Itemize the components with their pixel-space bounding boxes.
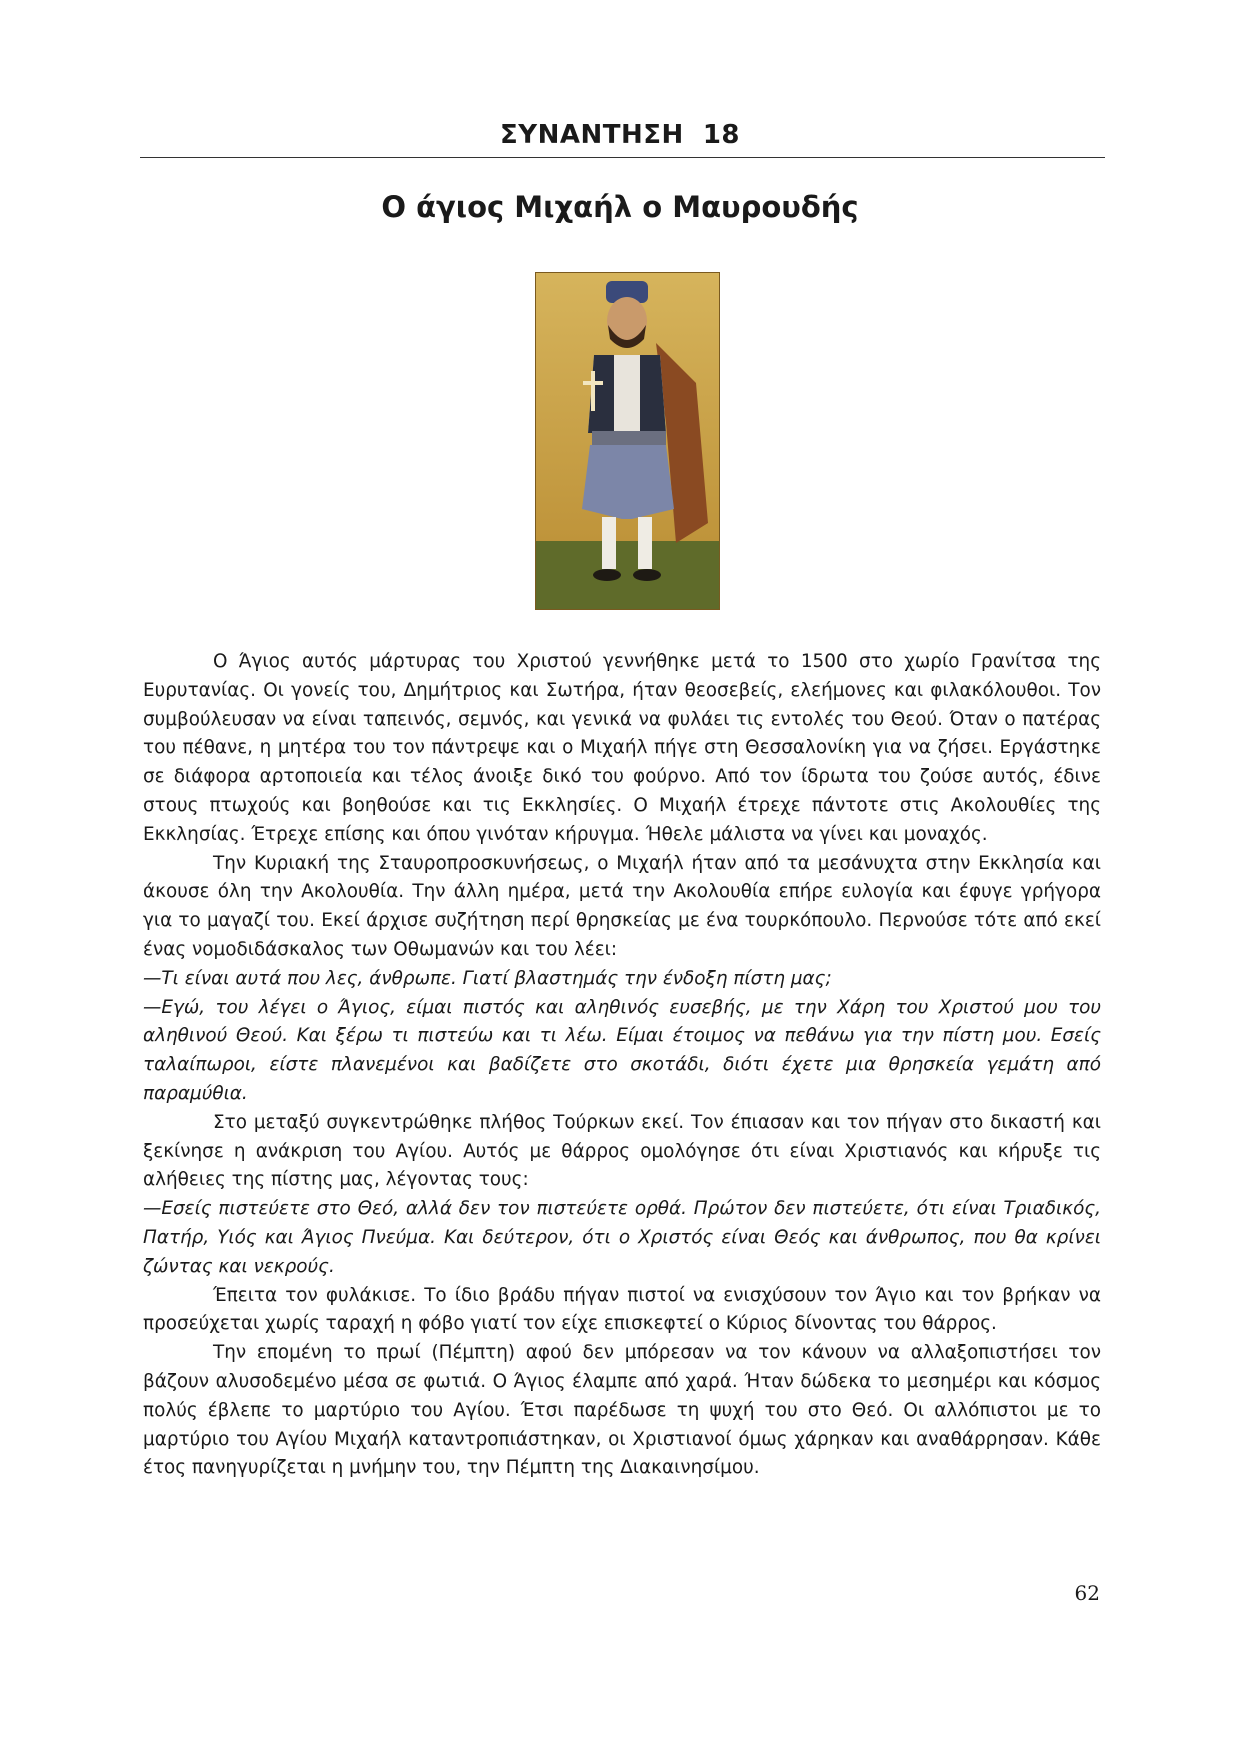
paragraph: Την Κυριακή της Σταυροπροσκυνήσεως, ο Μιχαήλ ήταν από τα μεσάνυχτα στην Εκκλησία και άκουσε όλη την Ακολουθία. Την άλλη ημέρα, μετά την Ακολουθία επήρε ευλογία και έφυγε γρήγορα για το μαγαζί του. Εκεί άρχισε συζήτηση περί θρησκείας με ένα τουρκόπουλο. Περνούσε τότε από εκεί ένας νομοδιδάσκαλος των Οθωμανών και του λέει: <box>143 852 1101 960</box>
saint-icon-image <box>535 272 720 610</box>
page-title: Ο άγιος Μιχαήλ ο Μαυρουδής <box>381 190 859 224</box>
saint-figure-icon <box>536 273 719 609</box>
paragraph: Έπειτα τον φυλάκισε. Το ίδιο βράδυ πήγαν πιστοί να ενισχύσουν τον Άγιο και τον βρήκαν να προσεύχεται χωρίς ταραχή η φόβο γιατί τον είχε επισκεφτεί ο Κύριος δίνοντας του θάρρος. <box>143 1284 1101 1335</box>
dialogue-line: —Τι είναι αυτά που λες, άνθρωπε. Γιατί βλαστημάς την ένδοξη πίστη μας; <box>143 967 832 989</box>
paragraph: Ο Άγιος αυτός μάρτυρας του Χριστού γεννήθηκε μετά το 1500 στο χωρίο Γρανίτσα της Ευρυτανίας. Οι γονείς του, Δημήτριος και Σωτήρα, ήταν θεοσεβείς, ελεήμονες και φιλακόλουθοι. Τον συμβούλευσαν να είναι ταπεινός, σεμνός, και γενικά να φυλάει τις εντολές του Θεού. Όταν ο πατέρας του πέθανε, η μητέρα του τον πάντρεψε και ο Μιχαήλ πήγε στη Θεσσαλονίκη για να ζήσει. Εργάστηκε σε διάφορα αρτοποιεία και τέλος άνοιξε δικό του φούρνο. Από τον ίδρωτα του ζούσε αυτός, έδινε στους πτωχούς και βοηθούσε και τις Εκκλησίες. Ο Μιχαήλ έτρεχε πάντοτε στις Ακολουθίες της Εκκλησίας. Έτρεχε επίσης και όπου γινόταν κήρυγμα. Ήθελε μάλιστα να γίνει και μοναχός. <box>143 651 1101 845</box>
dialogue-line: —Εγώ, του λέγει ο Άγιος, είμαι πιστός και αληθινός ευσεβής, με την Χάρη του Χριστού μου του αληθινού Θεού. Και ξέρω τι πιστεύω και τι λέω. Είμαι έτοιμος να πεθάνω για την πίστη μου. Εσείς ταλαίπωροι, είστε πλανεμένοι και βαδίζετε στο σκοτάδι, διότι έχετε μια θρησκεία γεμάτη από παραμύθια. <box>143 996 1101 1104</box>
dialogue-line: —Εσείς πιστεύετε στο Θεό, αλλά δεν τον πιστεύετε ορθά. Πρώτον δεν πιστεύετε, ότι είναι Τριαδικός, Πατήρ, Υιός και Άγιος Πνεύμα. Και δεύτερον, ότι ο Χριστός είναι Θεός και άνθρωπος, που θα κρίνει ζώντας και νεκρούς. <box>143 1198 1101 1277</box>
page-number: 62 <box>1074 1581 1100 1605</box>
paragraph: Την επομένη το πρωί (Πέμπτη) αφού δεν μπόρεσαν να τον κάνουν να αλλαξοπιστήσει τον βάζουν αλυσοδεμένο μέσα σε φωτιά. Ο Άγιος έλαμπε από χαρά. Ήταν δώδεκα το μεσημέρι και κόσμος πολύς έβλεπε το μαρτύριο του Αγίου. Έτσι παρέδωσε τη ψυχή του στο Θεό. Οι αλλόπιστοι με το μαρτύριο του Αγίου Μιχαήλ καταντροπιάστηκαν, οι Χριστιανοί όμως χάρηκαν και αναθάρρησαν. Κάθε έτος πανηγυρίζεται η μνήμην του, την Πέμπτη της Διακαινησίμου. <box>143 1342 1101 1479</box>
body-text <box>143 648 1101 1483</box>
section-heading: ΣΥΝΑΝΤΗΣΗ 18 <box>499 120 741 150</box>
heading-rule <box>140 157 1105 158</box>
paragraph: Στο μεταξύ συγκεντρώθηκε πλήθος Τούρκων εκεί. Τον έπιασαν και τον πήγαν στο δικαστή και ξεκίνησε η ανάκριση του Αγίου. Αυτός με θάρρος ομολόγησε ότι είναι Χριστιανός και κήρυξε τις αλήθειες της πίστης μας, λέγοντας τους: <box>143 1111 1101 1191</box>
